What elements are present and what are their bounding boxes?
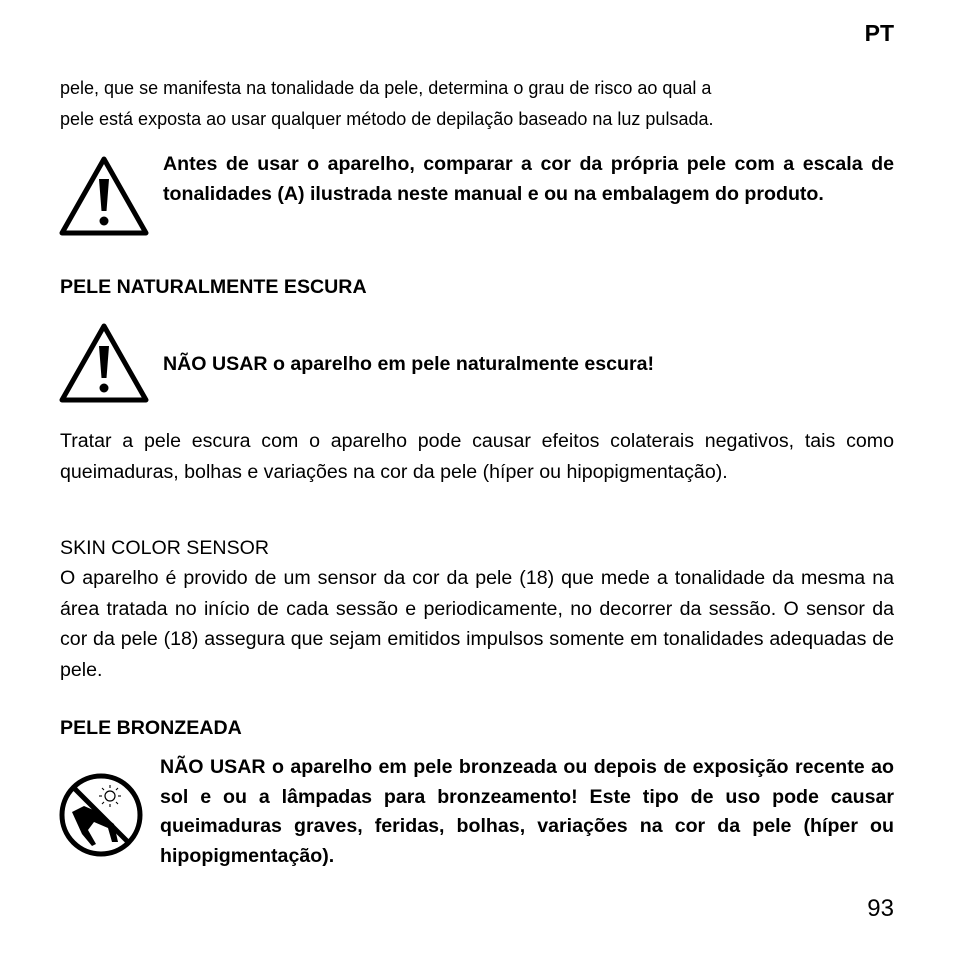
warning-dark-skin: NÃO USAR o aparelho em pele naturalmente escura!	[163, 353, 655, 375]
intro-paragraph	[60, 73, 894, 134]
warning-tanned-skin: NÃO USAR o aparelho em pele bronzeada ou depois de exposição recente ao sol e ou a lâmpadas para bronzeamento! Este tipo de uso pode causar queimaduras graves, feridas, bolhas, variações na cor da pele (híper ou hipopigmentação).	[160, 756, 894, 867]
no-tanning-sun-icon	[58, 772, 144, 858]
warning-triangle-icon	[58, 322, 150, 404]
warning-triangle-icon	[58, 155, 150, 237]
sensor-body: O aparelho é provido de um sensor da cor da pele (18) que mede a tonalidade da mesma na área tratada no início de cada sessão e periodicamente, no decorrer da sessão. O sensor da cor da pele (18) assegura que sejam emitidos impulsos somente em tonalidades adequadas de pele.	[60, 567, 894, 681]
intro-line: pele, que se manifesta na tonalidade da pele, determina o grau de risco ao qual a	[60, 78, 712, 98]
sensor-title: SKIN COLOR SENSOR	[60, 537, 270, 559]
language-code: PT	[864, 20, 894, 46]
intro-line: pele está exposta ao usar qualquer método de depilação baseado na luz pulsada.	[60, 108, 714, 129]
heading-dark-skin: PELE NATURALMENTE ESCURA	[60, 276, 367, 298]
dark-skin-body: Tratar a pele escura com o aparelho pode causar efeitos colaterais negativos, tais como queimaduras, bolhas e variações na cor da pele (híper ou hipopigmentação).	[60, 430, 894, 483]
heading-tanned-skin: PELE BRONZEADA	[60, 717, 242, 739]
warning-compare-skin-color: Antes de usar o aparelho, comparar a cor da própria pele com a escala de tonalidades (A) ilustrada neste manual e ou na embalagem do produto.	[163, 153, 894, 205]
page-number: 93	[867, 895, 894, 922]
